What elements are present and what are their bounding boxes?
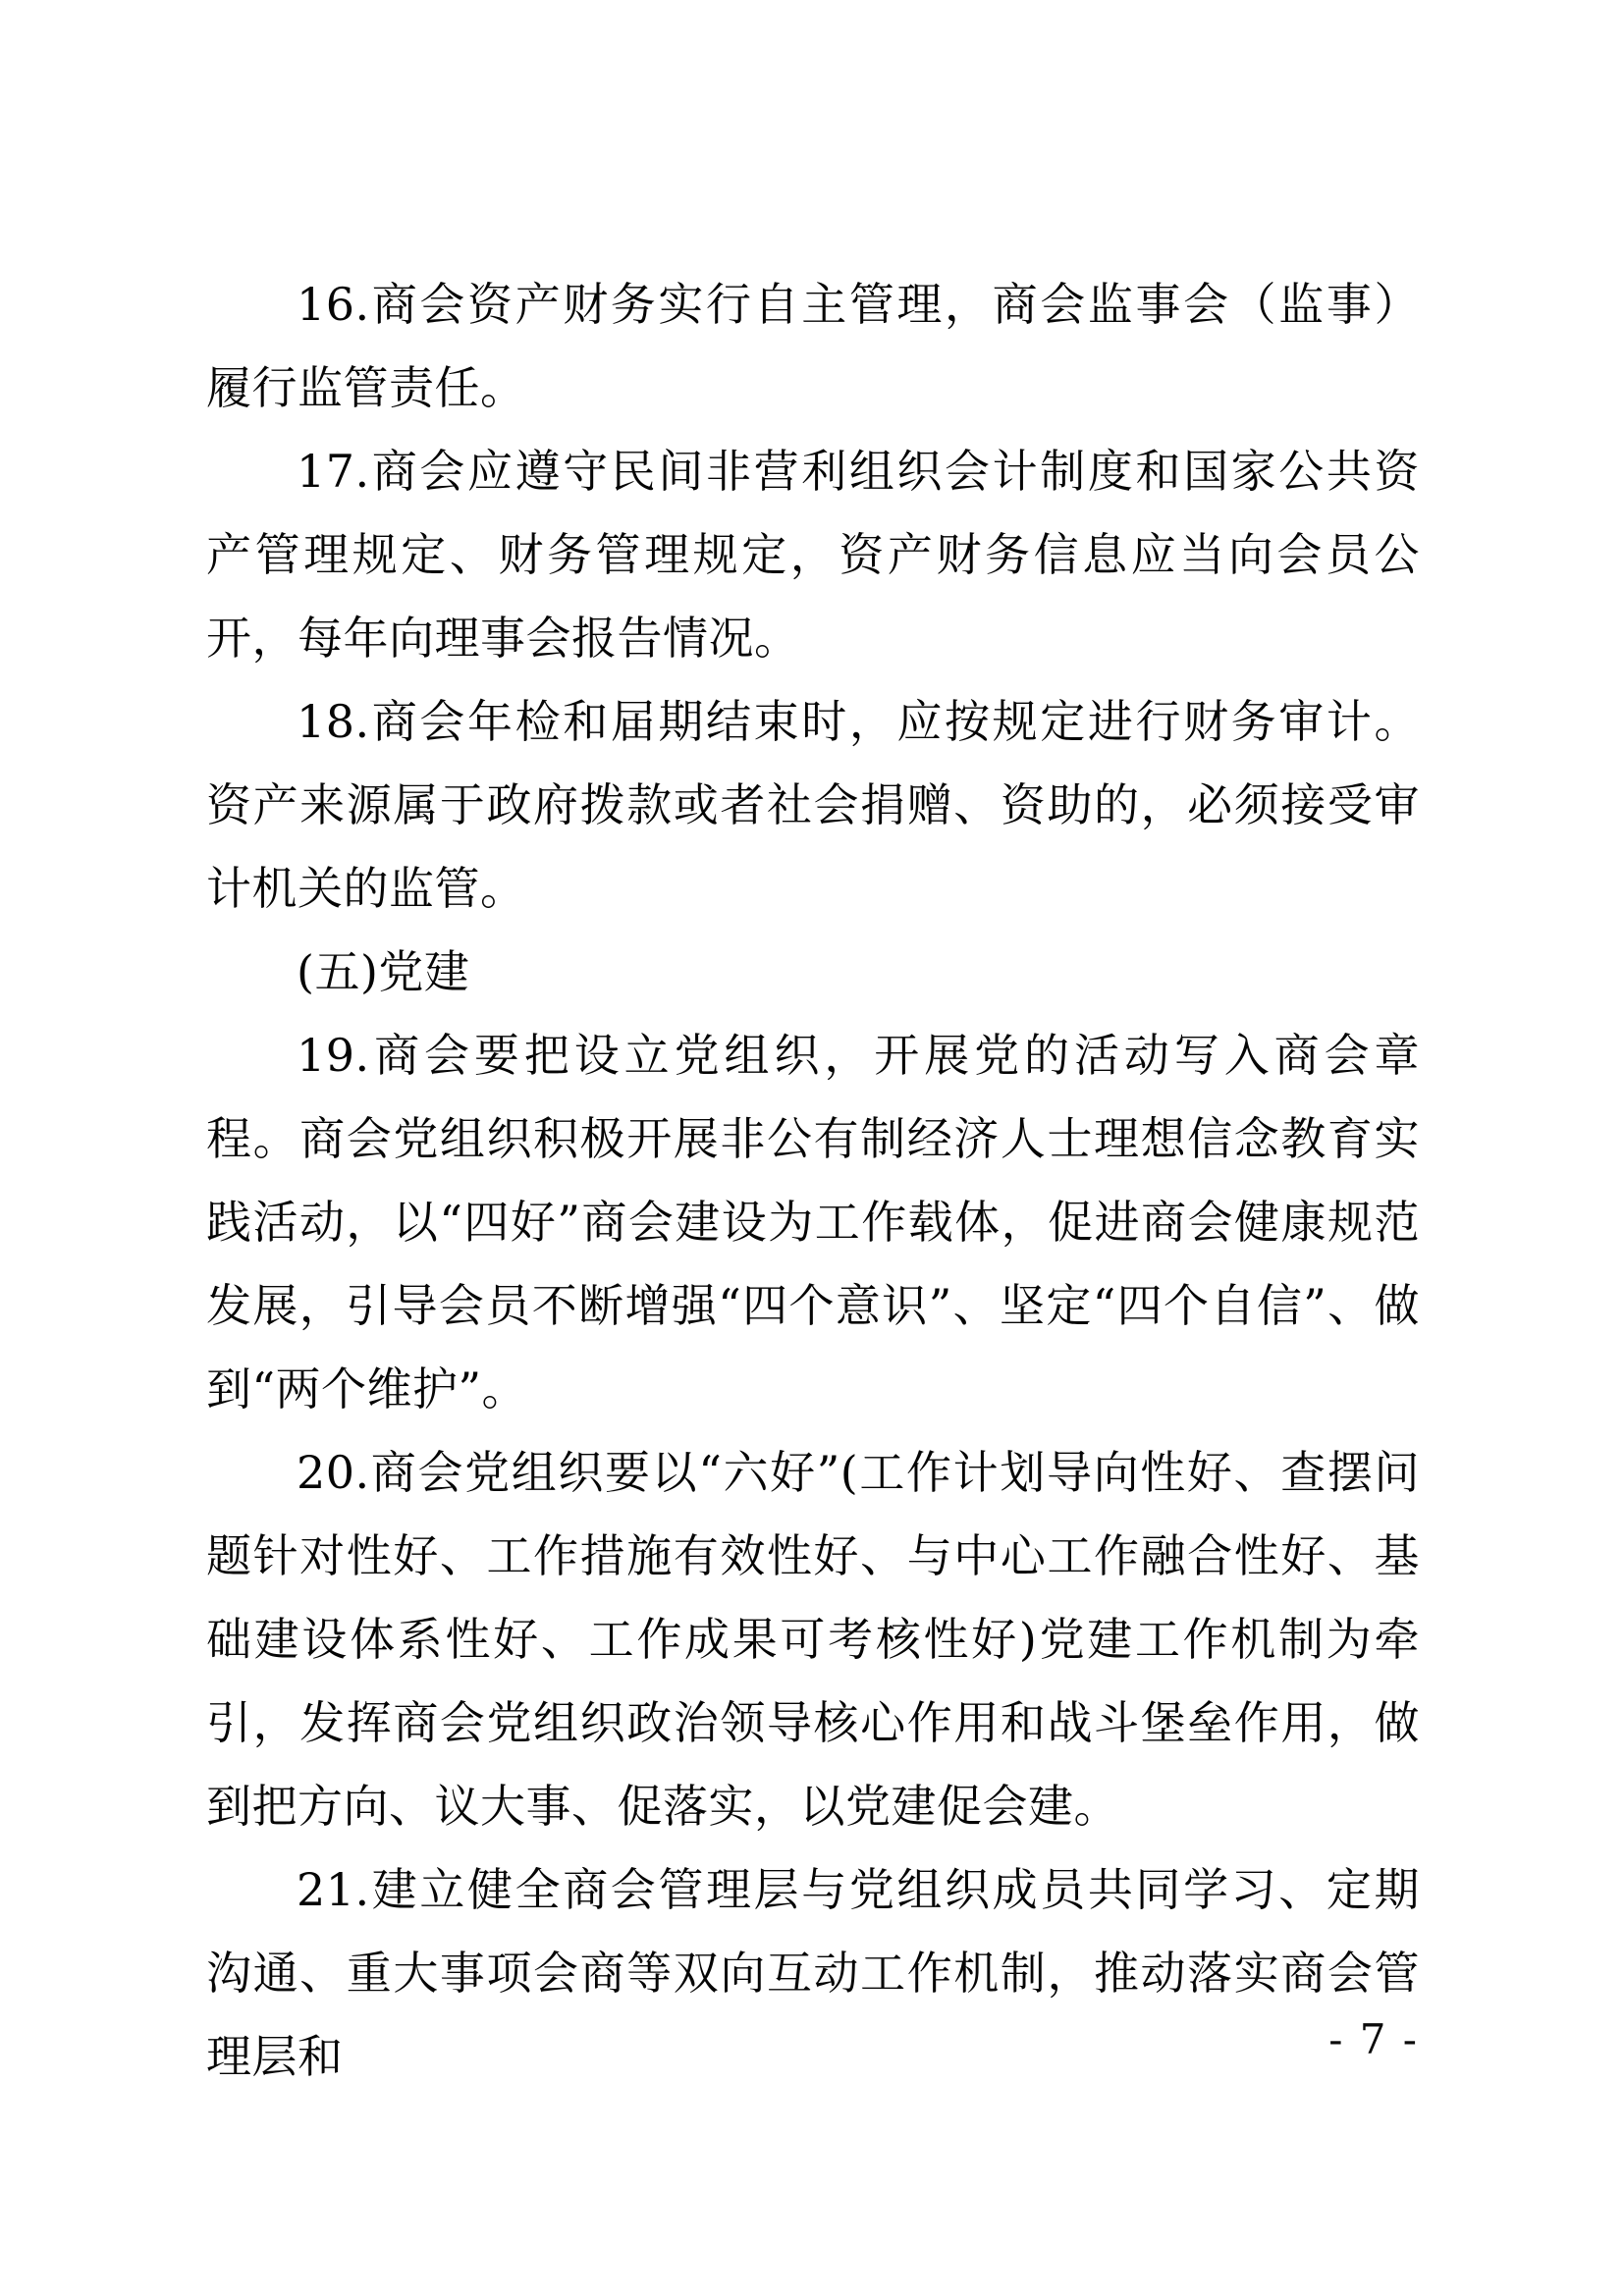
paragraph-item-19: 19.商会要把设立党组织，开展党的活动写入商会章程。商会党组织积极开展非公有制经济人士理想信念教育实践活动，以“四好”商会建设为工作载体，促进商会健康规范发展，引导会员不断增强“四个意识”、坚定“四个自信”、做到“两个维护”。: [206, 1029, 1420, 1415]
page-number: - 7 -: [1328, 2015, 1419, 2063]
paragraph-item-20: 20.商会党组织要以“六好”(工作计划导向性好、查摆问题针对性好、工作措施有效性好、与中心工作融合性好、基础建设体系性好、工作成果可考核性好)党建工作机制为牵引，发挥商会党组织政治领导核心作用和战斗堡垒作用，做到把方向、议大事、促落实，以党建促会建。: [206, 1446, 1420, 1833]
paragraph-item-16: 16.商会资产财务实行自主管理，商会监事会（监事）履行监管责任。: [206, 278, 1420, 414]
document-text-column: [206, 263, 1420, 2099]
paragraph-item-17: 17.商会应遵守民间非营利组织会计制度和国家公共资产管理规定、财务管理规定，资产财务信息应当向会员公开，每年向理事会报告情况。: [206, 445, 1420, 665]
section-heading-party-building: (五)党建: [297, 945, 470, 998]
page-footer: [0, 2010, 1419, 2069]
paragraph-item-21: 21.建立健全商会管理层与党组织成员共同学习、定期沟通、重大事项会商等双向互动工作机制，推动落实商会管理层和: [206, 1863, 1420, 2083]
paragraph-item-18: 18.商会年检和届期结束时，应按规定进行财务审计。资产来源属于政府拨款或者社会捐赠、资助的，必须接受审计机关的监管。: [206, 695, 1420, 915]
